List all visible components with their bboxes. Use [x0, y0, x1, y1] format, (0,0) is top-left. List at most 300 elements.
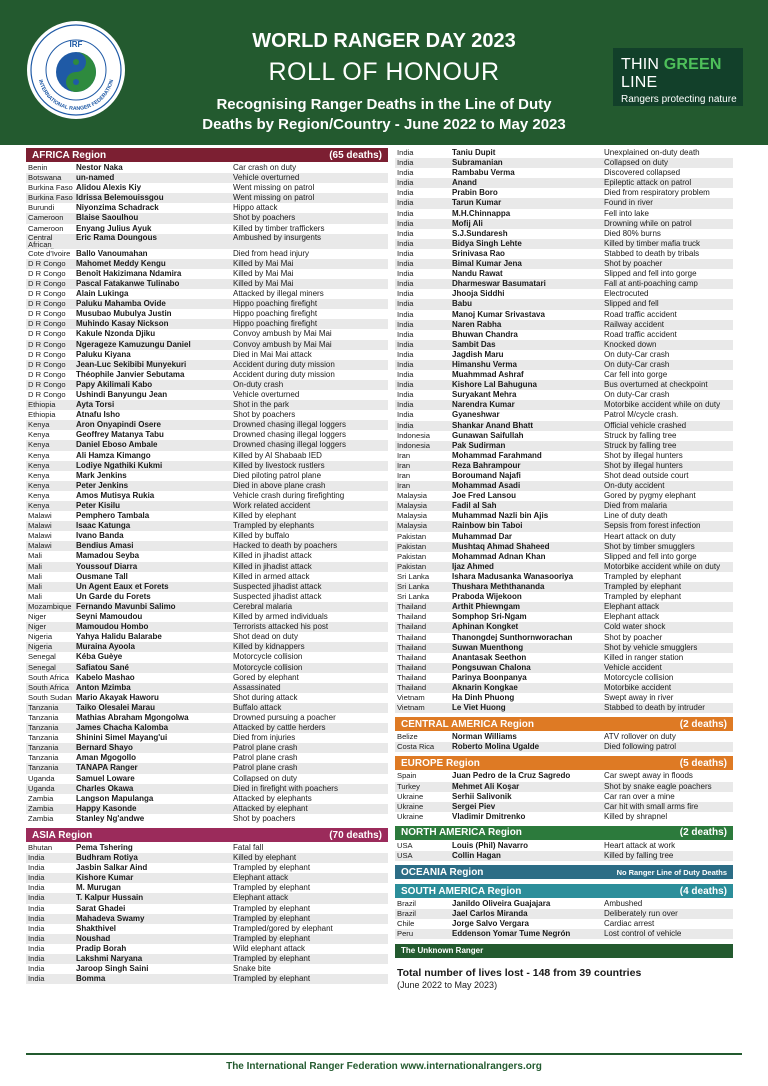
name-cell: Musubao Mubulya Justin: [76, 309, 172, 319]
cause-cell: Vehicle overturned: [233, 173, 300, 183]
table-row: [26, 934, 388, 944]
europe-region-header: [395, 756, 733, 770]
name-cell: Sambit Das: [452, 339, 496, 349]
cause-cell: Ambushed by insurgents: [233, 233, 322, 242]
name-cell: Dharmeswar Basumatari: [452, 279, 546, 289]
country-cell: Iran: [397, 460, 411, 470]
country-cell: Iran: [397, 450, 411, 460]
table-row: [26, 410, 388, 420]
cause-cell: Trampled by elephant: [604, 571, 682, 581]
country-cell: Indonesia: [397, 430, 430, 440]
name-cell: Mamoudou Hombo: [76, 622, 149, 632]
table-row: [26, 582, 388, 592]
country-cell: Niger: [28, 612, 47, 622]
cause-cell: On duty-Car crash: [604, 390, 670, 400]
table-row: [26, 642, 388, 652]
cause-cell: Wild elephant attack: [233, 943, 306, 953]
name-cell: Youssouf Diarra: [76, 561, 138, 571]
name-cell: Enyang Julius Ayuk: [76, 223, 152, 233]
central-america-table: [395, 732, 733, 752]
cause-cell: Drowned chasing illegal loggers: [233, 420, 346, 430]
region-count: (2 deaths): [679, 718, 727, 730]
country-cell: Sri Lanka: [397, 592, 430, 602]
table-row: [395, 841, 733, 851]
cause-cell: Trampled/gored by elephant: [233, 923, 333, 933]
name-cell: Praboda Wijekoon: [452, 592, 522, 602]
country-cell: Tanzania: [28, 763, 59, 773]
table-row: [395, 451, 733, 461]
country-cell: Iran: [397, 471, 411, 480]
cause-cell: Car fell into gorge: [604, 370, 668, 380]
cause-cell: Line of duty death: [604, 511, 668, 521]
name-cell: Jagdish Maru: [452, 349, 504, 359]
name-cell: Pascal Fatakanwe Tulinabo: [76, 278, 180, 288]
name-cell: Vladimir Dmitrenko: [452, 811, 526, 821]
name-cell: Taiko Olesalei Marau: [76, 702, 155, 712]
table-row: [26, 269, 388, 279]
name-cell: Bendius Amasi: [76, 541, 134, 551]
cause-cell: Shot by illegal hunters: [604, 450, 683, 460]
name-cell: Ijaz Ahmed: [452, 561, 494, 571]
table-row: [395, 643, 733, 653]
table-row: [26, 521, 388, 531]
table-row: [26, 213, 388, 223]
table-row: [395, 330, 733, 340]
table-row: [395, 239, 733, 249]
country-cell: India: [397, 309, 414, 319]
name-cell: Mathias Abraham Mgongolwa: [76, 712, 189, 722]
table-row: [26, 541, 388, 551]
country-cell: D R Congo: [28, 329, 66, 339]
name-cell: Théophile Janvier Sebutama: [76, 369, 185, 379]
name-cell: Gyaneshwar: [452, 410, 500, 420]
country-cell: Thailand: [397, 622, 427, 632]
country-cell: Kenya: [28, 490, 50, 500]
name-cell: Jhooja Siddhi: [452, 289, 505, 299]
country-cell: Mali: [28, 561, 42, 571]
table-row: [395, 289, 733, 299]
country-cell: Thailand: [397, 632, 427, 642]
country-cell: Kenya: [28, 480, 50, 490]
name-cell: Louis (Phil) Navarro: [452, 840, 529, 850]
cause-cell: Terrorists attacked his post: [233, 622, 329, 632]
cause-cell: Lost control of vehicle: [604, 929, 682, 939]
table-row: [26, 279, 388, 289]
country-cell: Ukraine: [397, 791, 424, 801]
cause-cell: Shot dead outside court: [604, 471, 689, 480]
thin-green-line-logo: [613, 48, 743, 106]
country-cell: Central African: [28, 233, 53, 249]
name-cell: Mario Akayak Haworu: [76, 692, 159, 702]
country-cell: India: [28, 954, 45, 964]
table-row: [395, 572, 733, 582]
name-cell: Alain Lukinga: [76, 289, 129, 299]
table-row: [26, 471, 388, 481]
name-cell: Nestor Naka: [76, 163, 123, 172]
region-count: (4 deaths): [679, 885, 727, 897]
cause-cell: Fell into lake: [604, 208, 649, 218]
cause-cell: Struck by falling tree: [604, 430, 677, 440]
country-cell: Spain: [397, 771, 417, 781]
cause-cell: Trampled by elephant: [233, 913, 311, 923]
table-row: [395, 562, 733, 572]
cause-cell: Killed by armed individuals: [233, 612, 328, 622]
country-cell: Mali: [28, 591, 42, 601]
table-row: [26, 390, 388, 400]
table-row: [26, 319, 388, 329]
name-cell: Mofij Ali: [452, 218, 483, 228]
cause-cell: Drowned chasing illegal loggers: [233, 440, 346, 450]
cause-cell: Slipped and fell into gorge: [604, 551, 697, 561]
table-row: [395, 602, 733, 612]
country-cell: D R Congo: [28, 369, 66, 379]
name-cell: Jasbin Salkar Aind: [76, 863, 148, 873]
name-cell: Bimal Kumar Jena: [452, 259, 522, 269]
cause-cell: Killed by timber traffickers: [233, 223, 325, 233]
table-row: [26, 784, 388, 794]
country-cell: Costa Rica: [397, 742, 435, 752]
table-row: [395, 552, 733, 562]
name-cell: Fernando Mavunbi Salimo: [76, 601, 176, 611]
country-cell: Vietnam: [397, 693, 425, 703]
north-america-table: [395, 841, 733, 861]
table-row: [395, 501, 733, 511]
name-cell: Babu: [452, 299, 472, 309]
table-row: [26, 451, 388, 461]
country-cell: India: [28, 923, 45, 933]
country-cell: Zambia: [28, 813, 54, 823]
cause-cell: Bus overturned at checkpoint: [604, 380, 708, 390]
name-cell: Collin Hagan: [452, 851, 501, 860]
country-cell: India: [397, 359, 414, 369]
table-row: [395, 683, 733, 693]
cause-cell: Collapsed on duty: [604, 158, 669, 168]
cause-cell: Attacked by illegal miners: [233, 289, 324, 299]
table-row: [26, 289, 388, 299]
name-cell: Muraina Ayoola: [76, 642, 135, 652]
name-cell: Sergei Piev: [452, 801, 496, 811]
table-row: [26, 893, 388, 903]
country-cell: Senegal: [28, 662, 56, 672]
footer-divider: [26, 1053, 742, 1055]
country-cell: Kenya: [28, 440, 50, 450]
cause-cell: Railway accident: [604, 319, 665, 329]
logo-irf-text: IRF: [69, 40, 83, 49]
cause-cell: Swept away in river: [604, 693, 674, 703]
name-cell: Jael Carlos Miranda: [452, 909, 528, 919]
name-cell: Ballo Vanoumahan: [76, 248, 148, 258]
country-cell: Kenya: [28, 450, 50, 460]
country-cell: Mali: [28, 551, 42, 561]
tgl-line: LINE: [621, 74, 658, 91]
country-cell: Indonesia: [397, 440, 430, 450]
cause-cell: Killed by shrapnel: [604, 811, 668, 821]
table-row: [26, 340, 388, 350]
tgl-green: GREEN: [663, 56, 722, 73]
name-cell: Jaroop Singh Saini: [76, 964, 149, 974]
table-row: [26, 774, 388, 784]
cause-cell: Died from head injury: [233, 248, 310, 258]
table-row: [395, 340, 733, 350]
country-cell: Ethiopia: [28, 400, 56, 410]
north-america-region-header: [395, 826, 733, 840]
cause-cell: Shot by poacher: [604, 632, 663, 642]
country-cell: Belize: [397, 732, 418, 742]
country-cell: D R Congo: [28, 359, 66, 369]
country-cell: India: [28, 943, 45, 953]
table-row: [26, 632, 388, 642]
cause-cell: Motorcycle collision: [604, 672, 674, 682]
country-cell: India: [397, 158, 414, 168]
table-row: [26, 622, 388, 632]
country-cell: Niger: [28, 622, 47, 632]
country-cell: India: [28, 964, 45, 974]
cause-cell: Shot by snake eagle poachers: [604, 781, 712, 791]
country-cell: Kenya: [28, 460, 50, 470]
country-cell: Malawi: [28, 531, 52, 541]
cause-cell: Motorbike accident while on duty: [604, 561, 721, 571]
table-row: [26, 883, 388, 893]
total-period: (June 2022 to May 2023): [397, 980, 498, 991]
cause-cell: Heart attack at work: [604, 840, 676, 850]
table-row: [395, 229, 733, 239]
name-cell: Prabin Boro: [452, 188, 498, 198]
cause-cell: Convoy ambush by Mai Mai: [233, 329, 332, 339]
country-cell: India: [397, 329, 414, 339]
cause-cell: Cardiac arrest: [604, 919, 655, 929]
cause-cell: Gored by elephant: [233, 672, 299, 682]
cause-cell: Killed in armed attack: [233, 571, 310, 581]
name-cell: Stanley Ng'andwe: [76, 813, 145, 823]
cause-cell: Collapsed on duty: [233, 773, 298, 783]
country-cell: India: [397, 380, 414, 390]
cause-cell: ATV rollover on duty: [604, 732, 676, 742]
unknown-ranger-banner: The Unknown Ranger: [395, 944, 733, 958]
country-cell: Chile: [397, 919, 415, 929]
cause-cell: Ambushed: [604, 899, 643, 909]
table-row: [395, 370, 733, 380]
country-cell: India: [397, 269, 414, 279]
south-america-table: [395, 899, 733, 939]
country-cell: India: [397, 349, 414, 359]
table-row: [395, 249, 733, 259]
table-row: [395, 899, 733, 909]
country-cell: India: [397, 299, 414, 309]
table-row: [26, 944, 388, 954]
country-cell: D R Congo: [28, 319, 66, 329]
country-cell: Malaysia: [397, 511, 427, 521]
table-row: [26, 551, 388, 561]
name-cell: Ushindi Banyungu Jean: [76, 389, 168, 399]
table-row: [26, 723, 388, 733]
country-cell: Pakistan: [397, 531, 427, 541]
country-cell: Zambia: [28, 793, 54, 803]
cause-cell: Cold water shock: [604, 622, 666, 632]
cause-cell: Cerebral malaria: [233, 601, 293, 611]
country-cell: Malawi: [28, 521, 52, 531]
table-row: [395, 771, 733, 781]
country-cell: India: [397, 188, 414, 198]
table-row: [26, 843, 388, 853]
cause-cell: Trampled by elephant: [604, 582, 682, 592]
page-header: [0, 0, 768, 145]
cause-cell: Motorcycle collision: [233, 662, 303, 672]
cause-cell: Drowned pursuing a poacher: [233, 712, 336, 722]
cause-cell: Sepsis from forest infection: [604, 521, 701, 531]
cause-cell: Shot dead on duty: [233, 632, 298, 642]
name-cell: Pemphero Tambala: [76, 511, 150, 521]
cause-cell: Shot by poachers: [233, 213, 296, 223]
region-count: No Ranger Line of Duty Deaths: [616, 867, 727, 877]
table-row: [395, 802, 733, 812]
region-name: NORTH AMERICA Region: [401, 827, 522, 839]
name-cell: M.H.Chinnappa: [452, 208, 511, 218]
country-cell: India: [397, 400, 414, 410]
table-row: [26, 753, 388, 763]
name-cell: Mahomet Meddy Kengu: [76, 258, 166, 268]
table-row: [26, 299, 388, 309]
page-title: WORLD RANGER DAY 2023: [252, 30, 516, 52]
table-row: [26, 713, 388, 723]
table-row: [395, 542, 733, 552]
name-cell: Parinya Boonpanya: [452, 672, 527, 682]
table-row: [395, 693, 733, 703]
country-cell: India: [28, 913, 45, 923]
name-cell: Pema Tshering: [76, 843, 133, 852]
page-subtitle: ROLL OF HONOUR: [268, 58, 500, 86]
table-row: [26, 430, 388, 440]
cause-cell: Gored by pygmy elephant: [604, 491, 696, 501]
name-cell: Benoît Hakizimana Ndamira: [76, 268, 182, 278]
cause-cell: Attacked by elephants: [233, 793, 312, 803]
country-cell: India: [397, 208, 414, 218]
country-cell: USA: [397, 840, 413, 850]
country-cell: India: [28, 893, 45, 903]
name-cell: Mehmet Ali Koşar: [452, 781, 520, 791]
country-cell: Thailand: [397, 642, 427, 652]
region-name: ASIA Region: [32, 829, 93, 841]
name-cell: Mark Jenkins: [76, 470, 127, 480]
name-cell: Ivano Banda: [76, 531, 124, 541]
cause-cell: On-duty accident: [604, 481, 665, 491]
name-cell: Narendra Kumar: [452, 400, 515, 410]
cause-cell: Trampled by elephant: [233, 954, 311, 964]
cause-cell: Died from respiratory problem: [604, 188, 710, 198]
name-cell: Un Garde du Forets: [76, 591, 151, 601]
cause-cell: Patrol plane crash: [233, 743, 298, 753]
cause-cell: Drowned chasing illegal loggers: [233, 430, 346, 440]
cause-cell: Patrol plane crash: [233, 763, 298, 773]
table-row: [395, 461, 733, 471]
name-cell: Joe Fred Lansou: [452, 491, 517, 501]
name-cell: Anand: [452, 178, 477, 188]
cause-cell: Trampled by elephant: [233, 883, 311, 893]
table-row: [26, 193, 388, 203]
country-cell: India: [397, 168, 414, 178]
region-count: (65 deaths): [329, 149, 382, 161]
name-cell: Ishara Madusanka Wanasooriya: [452, 571, 574, 581]
table-row: [26, 652, 388, 662]
cause-cell: On-duty crash: [233, 379, 284, 389]
page-tagline-2: Deaths by Region/Country - June 2022 to May 2023: [202, 116, 566, 133]
cause-cell: Official vehicle crashed: [604, 420, 687, 430]
name-cell: Kakule Nzonda Djiku: [76, 329, 156, 339]
name-cell: Somphop Sri-Ngam: [452, 612, 527, 622]
cause-cell: Died in above plane crash: [233, 480, 326, 490]
table-row: [395, 909, 733, 919]
table-row: [26, 673, 388, 683]
name-cell: Mohammad Adnan Khan: [452, 551, 546, 561]
table-row: [395, 521, 733, 531]
country-cell: Pakistan: [397, 541, 427, 551]
country-cell: Brazil: [397, 899, 416, 909]
country-cell: Tanzania: [28, 702, 59, 712]
table-row: [395, 168, 733, 178]
cause-cell: Fall at anti-poaching camp: [604, 279, 698, 289]
cause-cell: Heart attack on duty: [604, 531, 676, 541]
table-row: [395, 441, 733, 451]
country-cell: Pakistan: [397, 551, 427, 561]
table-row: [26, 683, 388, 693]
cause-cell: Killed by falling tree: [604, 851, 674, 860]
name-cell: Himanshu Verma: [452, 359, 517, 369]
name-cell: Shankar Anand Bhatt: [452, 420, 534, 430]
name-cell: Shakthivel: [76, 923, 117, 933]
country-cell: India: [28, 903, 45, 913]
name-cell: Suryakant Mehra: [452, 390, 517, 400]
country-cell: Peru: [397, 929, 414, 939]
name-cell: Kabelo Mashao: [76, 672, 135, 682]
country-cell: D R Congo: [28, 379, 66, 389]
table-row: [26, 249, 388, 259]
country-cell: South Africa: [28, 682, 69, 692]
table-row: [395, 219, 733, 229]
cause-cell: Killed by kidnappers: [233, 642, 305, 652]
table-row: [26, 329, 388, 339]
country-cell: D R Congo: [28, 309, 66, 319]
name-cell: Mohammad Asadi: [452, 481, 521, 491]
left-column: [26, 148, 388, 984]
cause-cell: Shot by timber smugglers: [604, 541, 695, 551]
name-cell: Srinivasa Rao: [452, 248, 505, 258]
table-row: [26, 763, 388, 773]
name-cell: Boroumand Najafi: [452, 471, 521, 480]
cause-cell: Assassinated: [233, 682, 281, 692]
region-count: (70 deaths): [329, 829, 382, 841]
country-cell: D R Congo: [28, 258, 66, 268]
name-cell: Tarun Kumar: [452, 198, 502, 208]
table-row: [26, 461, 388, 471]
cause-cell: Suspected jihadist attack: [233, 581, 322, 591]
table-row: [395, 703, 733, 713]
name-cell: Muahmmad Ashraf: [452, 370, 524, 380]
name-cell: Langson Mapulanga: [76, 793, 154, 803]
cause-cell: Shot during attack: [233, 692, 298, 702]
cause-cell: Trampled by elephant: [233, 863, 311, 873]
logo-ring-text: INTERNATIONAL RANGER FEDERATION: [36, 79, 116, 113]
name-cell: Gunawan Saifullah: [452, 430, 524, 440]
table-row: [395, 592, 733, 602]
table-row: [26, 873, 388, 883]
table-row: [395, 612, 733, 622]
table-row: [26, 592, 388, 602]
table-row: [26, 703, 388, 713]
cause-cell: Shot by illegal hunters: [604, 460, 683, 470]
name-cell: Muhammad Dar: [452, 531, 513, 541]
table-row: [26, 350, 388, 360]
country-cell: Kenya: [28, 430, 50, 440]
name-cell: Peter Kisilu: [76, 501, 121, 510]
